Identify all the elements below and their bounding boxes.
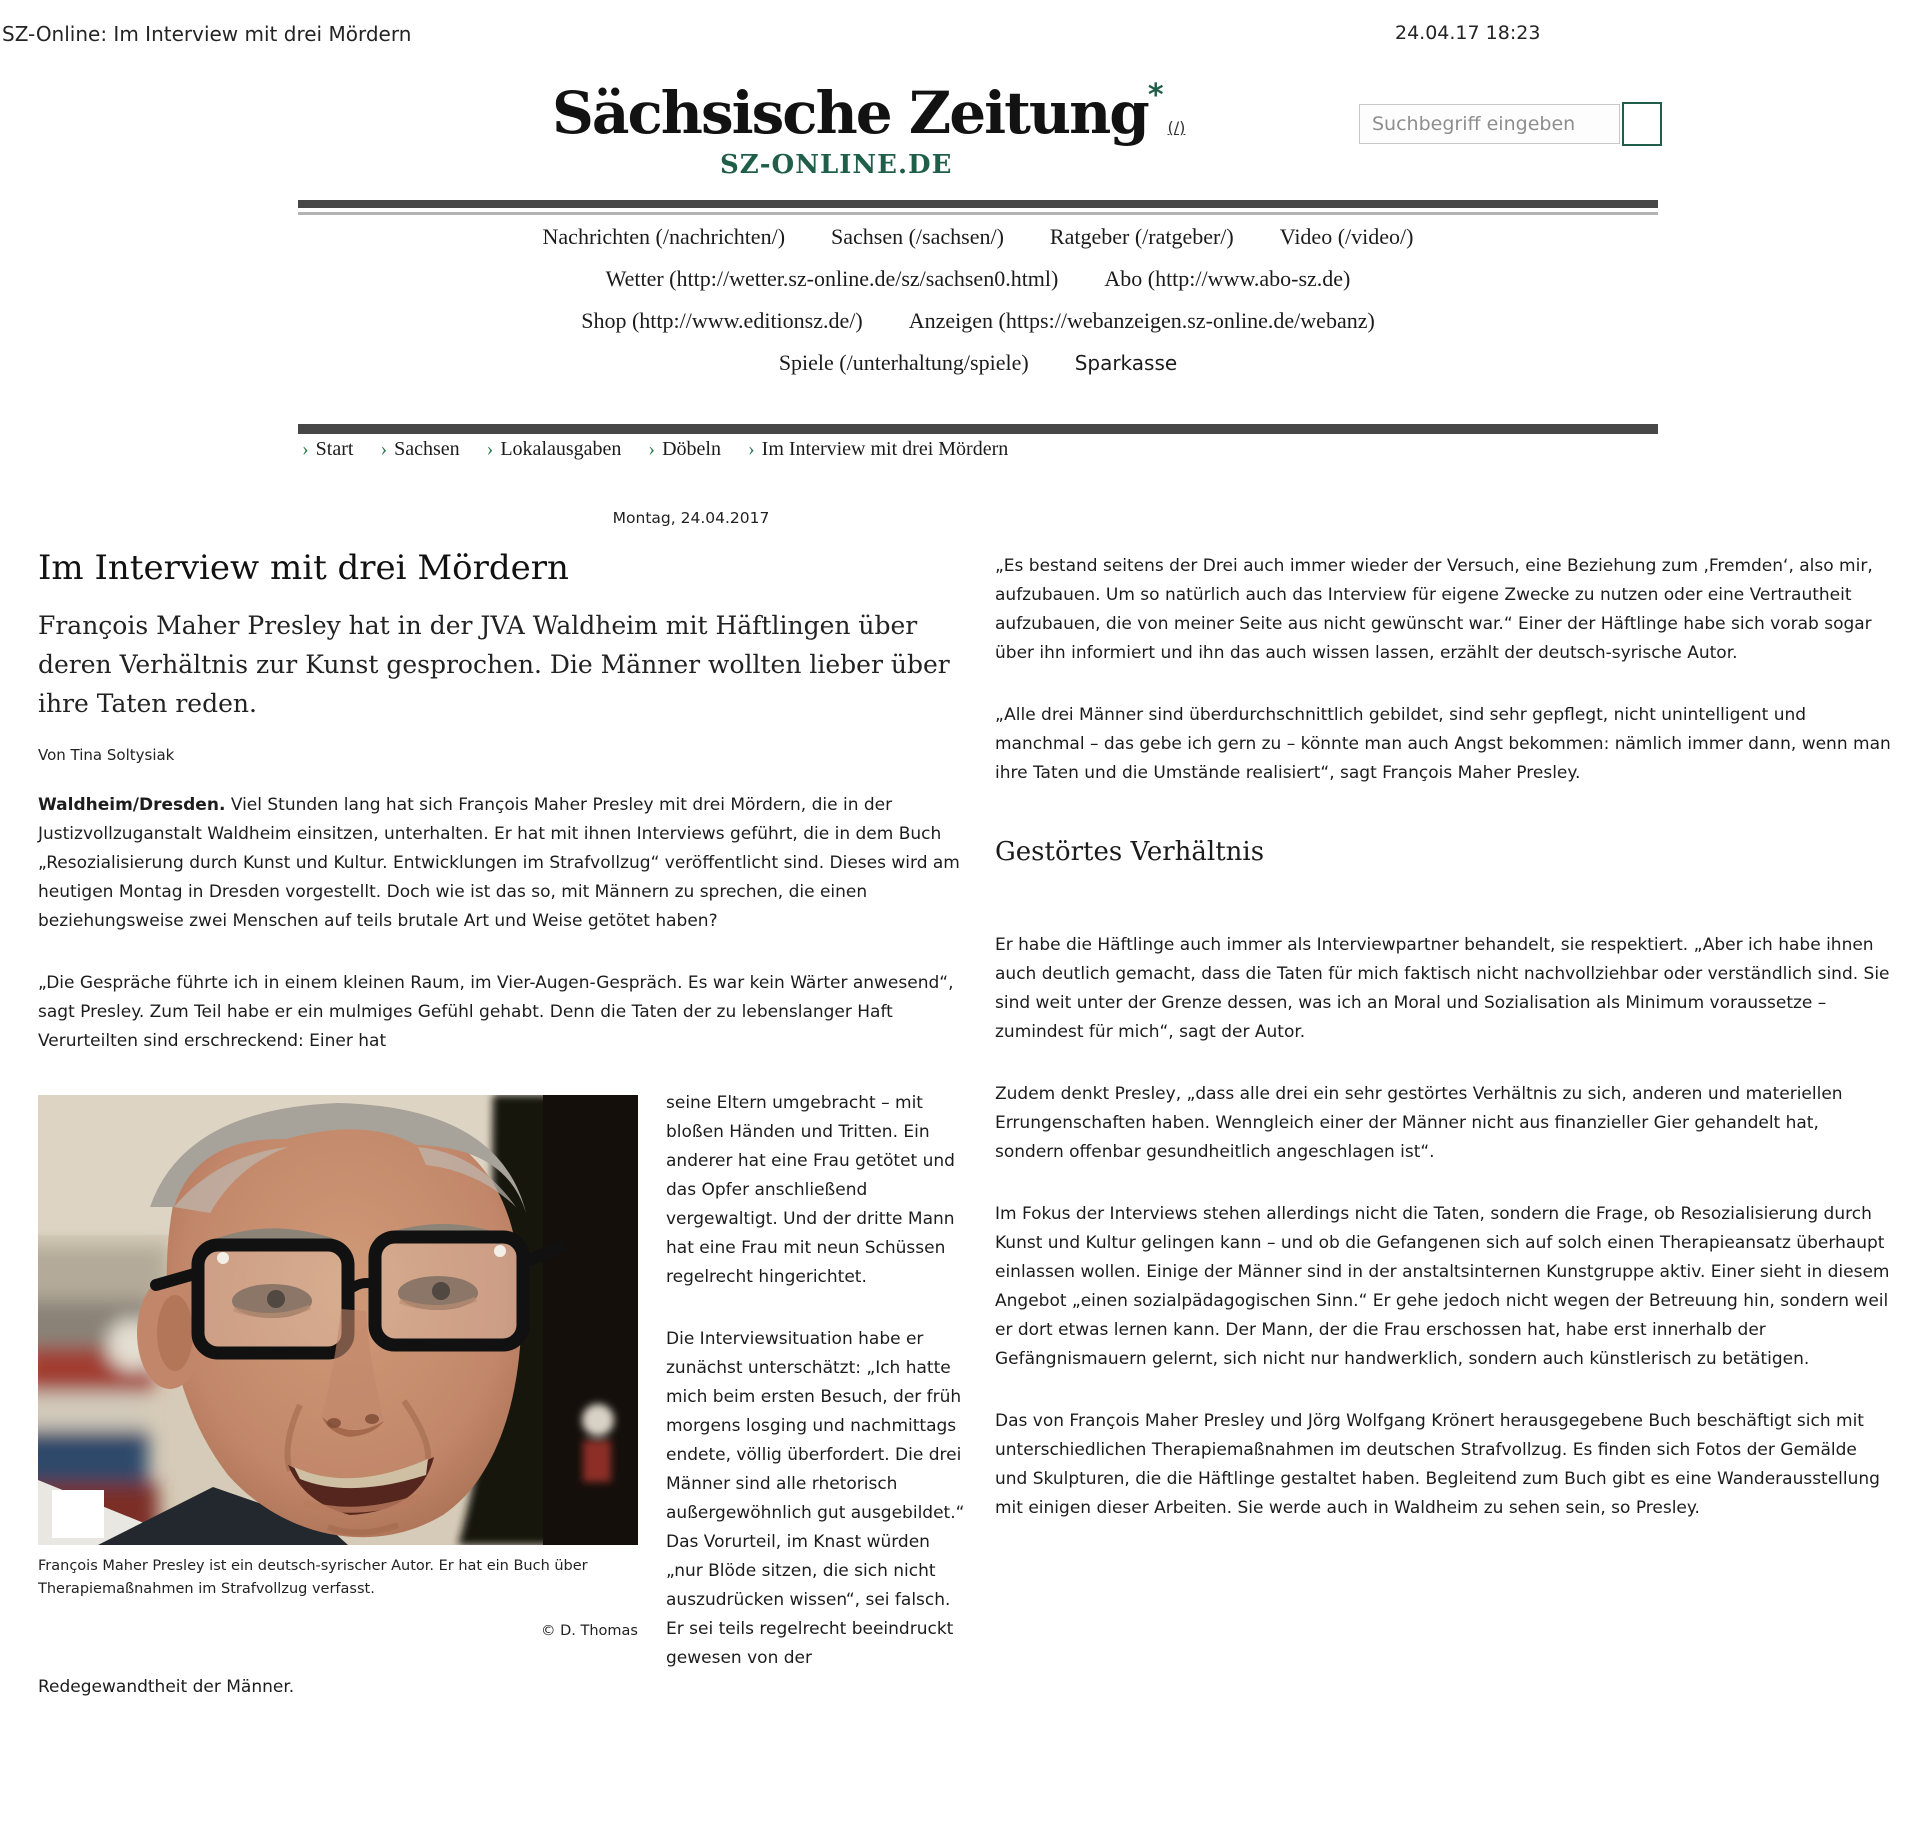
breadcrumb bbox=[302, 438, 1008, 461]
article-subtitle: François Maher Presley hat in der JVA Waldheim mit Häftlingen über deren Verhältnis zur Kunst gesprochen. Die Männer wollten lieber über ihre Taten reden. bbox=[38, 611, 950, 718]
paragraph: Im Fokus der Interviews stehen allerdings nicht die Taten, sondern die Frage, ob Resozialisierung durch Kunst und Kultur gelingen kann – und ob die Gefangenen sich auf solch einen Therapieansatz überhaupt einlassen wollen. Einige der Männer sind in der anstaltsinternen Kunstgruppe aktiv. Einer sieht in diesem Angebot „einen sozialpädagogischen Sinn.“ Er gehe jedoch nicht wegen der Betreuung hin, sondern weil er dort etwas lernen kann. Der Mann, der die Frau erschossen hat, habe erst innerhalb der Gefängnismauern gelernt, sich nicht nur handwerklich, sondern auch künstlerisch zu betätigen. bbox=[995, 1204, 1890, 1369]
breadcrumb-item-sachsen[interactable]: › Sachsen bbox=[380, 438, 460, 460]
nav-item-ratgeber[interactable]: Ratgeber (/ratgeber/) bbox=[1049, 224, 1234, 249]
masthead-logo[interactable] bbox=[552, 78, 1185, 147]
logo-home-link[interactable]: (/) bbox=[1167, 118, 1186, 137]
article-photo bbox=[38, 1095, 638, 1545]
paragraph: „Es bestand seitens der Drei auch immer wieder der Versuch, eine Beziehung zum ‚Fremden‘, also mir, aufzubauen. Um so natürlich auch das Interview für eigene Zwecke zu nutzen oder eine Vertrautheit aufzubauen, die von meiner Seite aus nicht gewünscht war.“ Einer der Häftlinge habe sich vorab sogar über ihn informiert und ihn das auch wissen lassen, erzählt der deutsch-syrische Autor. bbox=[995, 556, 1873, 663]
paragraph: Zudem denkt Presley, „dass alle drei ein sehr gestörtes Verhältnis zu sich, anderen und materiellen Errungenschaften haben. Wenngleich einer der Männer nicht aus finanzieller Gier gehandelt hat, sondern offenbar gesundheitlich angeschlagen ist“. bbox=[995, 1084, 1843, 1162]
nav-row-2 bbox=[298, 266, 1658, 292]
page-title: Im Interview mit drei Mördern bbox=[38, 548, 569, 588]
nav-item-shop[interactable]: Shop (http://www.editionsz.de/) bbox=[581, 308, 863, 333]
article-byline: Von Tina Soltysiak bbox=[38, 746, 175, 764]
search-button[interactable] bbox=[1622, 102, 1662, 146]
header-rule-thin bbox=[298, 212, 1658, 215]
chevron-right-icon: › bbox=[380, 438, 388, 460]
breadcrumb-item-lokalausgaben[interactable]: › Lokalausgaben bbox=[486, 438, 622, 460]
search-input[interactable] bbox=[1359, 104, 1620, 144]
nav-row-1 bbox=[298, 224, 1658, 250]
chevron-right-icon: › bbox=[747, 438, 755, 460]
header-rule-thick bbox=[298, 200, 1658, 208]
article-body-left bbox=[38, 791, 966, 1702]
print-page-title: SZ-Online: Im Interview mit drei Mördern bbox=[2, 22, 412, 46]
nav-item-sparkasse[interactable]: Sparkasse bbox=[1074, 351, 1178, 375]
paragraph: Er habe die Häftlinge auch immer als Interviewpartner behandelt, sie respektiert. „Aber ich habe ihnen auch deutlich gemacht, dass die Taten für mich faktisch nicht nachvollziehbar oder verständlich sind. Sie sind weit unter der Grenze dessen, was ich an Moral und Sozialisation als Minimum voraussetze – zumindest für mich“, sagt der Autor. bbox=[995, 935, 1890, 1042]
site-label: SZ-ONLINE.DE bbox=[720, 150, 953, 180]
chevron-right-icon: › bbox=[648, 438, 656, 460]
nav-item-anzeigen[interactable]: Anzeigen (https://webanzeigen.sz-online.de/webanz) bbox=[908, 308, 1375, 333]
nav-item-wetter[interactable]: Wetter (http://wetter.sz-online.de/sz/sachsen0.html) bbox=[605, 266, 1059, 291]
breadcrumb-item-current: › Im Interview mit drei Mördern bbox=[747, 438, 1009, 460]
nav-row-4 bbox=[298, 350, 1658, 376]
print-timestamp: 24.04.17 18:23 bbox=[1395, 22, 1541, 44]
dateline: Waldheim/Dresden. bbox=[38, 795, 226, 815]
breadcrumb-item-start[interactable]: › Start bbox=[302, 438, 354, 460]
article-date: Montag, 24.04.2017 bbox=[612, 509, 770, 527]
article-figure bbox=[38, 1095, 638, 1646]
paragraph bbox=[38, 791, 966, 936]
logo-wordmark: Sächsische Zeitung bbox=[552, 79, 1148, 147]
photo-caption: François Maher Presley ist ein deutsch-syrischer Autor. Er hat ein Buch über Therapiemaßnahmen im Strafvollzug verfasst. bbox=[38, 1558, 588, 1597]
nav-item-sachsen[interactable]: Sachsen (/sachsen/) bbox=[831, 224, 1004, 249]
photo-watermark-box bbox=[52, 1490, 104, 1538]
nav-item-abo[interactable]: Abo (http://www.abo-sz.de) bbox=[1104, 266, 1351, 291]
paragraph: „Alle drei Männer sind überdurchschnittlich gebildet, sind sehr gepflegt, nicht unintelligent und manchmal – das gebe ich gern zu – könnte man auch Angst bekommen: nämlich immer dann, wenn man ihre Taten und die Umstände realisiert“, sagt François Maher Presley. bbox=[995, 705, 1891, 783]
article-left-column bbox=[38, 546, 966, 1735]
logo-asterisk-icon: * bbox=[1147, 78, 1164, 113]
nav-item-spiele[interactable]: Spiele (/unterhaltung/spiele) bbox=[778, 350, 1029, 375]
main-nav bbox=[298, 224, 1658, 392]
chevron-right-icon: › bbox=[302, 438, 309, 460]
article-right-column bbox=[995, 552, 1892, 1556]
chevron-right-icon: › bbox=[486, 438, 494, 460]
photo-credit: © D. Thomas bbox=[541, 1623, 638, 1639]
nav-row-3 bbox=[298, 308, 1658, 334]
nav-item-nachrichten[interactable]: Nachrichten (/nachrichten/) bbox=[542, 224, 786, 249]
breadcrumb-item-doebeln[interactable]: › Döbeln bbox=[648, 438, 721, 460]
paragraph: „Die Gespräche führte ich in einem kleinen Raum, im Vier-Augen-Gespräch. Es war kein Wärter anwesend“, sagt Presley. Zum Teil habe er ein mulmiges Gefühl gehabt. Denn die Taten der zu lebenslanger Haft Verurteilten sind erschreckend: Einer hat bbox=[38, 973, 954, 1051]
nav-rule-bottom bbox=[298, 424, 1658, 434]
section-heading: Gestörtes Verhältnis bbox=[995, 837, 1265, 867]
paragraph-text: Viel Stunden lang hat sich François Maher Presley mit drei Mördern, die in der Justizvollzuganstalt Waldheim einsitzen, unterhalten. Er hat mit ihnen Interviews geführt, die in dem Buch „Resozialisierung durch Kunst und Kultur. Entwicklungen im Strafvollzug“ veröffentlicht sind. Dieses wird am heutigen Montag in Dresden vorgestellt. Doch wie ist das so, mit Männern zu sprechen, die einen beziehungsweise zwei Menschen auf teils brutale Art und Weise getötet haben? bbox=[38, 795, 960, 931]
paragraph: seine Eltern umgebracht – mit bloßen Händen und Tritten. Ein anderer hat eine Frau getötet und das Opfer anschließend vergewaltigt. Und der dritte Mann hat eine Frau mit neun Schüssen regelrecht hingerichtet. bbox=[666, 1093, 955, 1287]
paragraph: Die Interviewsituation habe er zunächst unterschätzt: „Ich hatte mich beim ersten Besuch, der früh morgens losging und nachmittags endete, völlig überfordert. Die drei Männer sind alle rhetorisch außergewöhnlich gut ausgebildet.“ Das Vorurteil, im Knast würden „nur Blöde sitzen, die sich nicht auszudrücken wissen“, sei falsch. Er sei teils regelrecht beeindruckt gewesen von der Redegewandtheit der Männer. bbox=[38, 1329, 965, 1697]
paragraph: Das von François Maher Presley und Jörg Wolfgang Krönert herausgegebene Buch beschäftigt sich mit unterschiedlichen Therapiemaßnahmen im deutschen Strafvollzug. Es finden sich Fotos der Gemälde und Skulpturen, die die Häftlinge gestaltet haben. Begleitend zum Buch gibt es eine Wanderausstellung mit einigen dieser Arbeiten. Sie werde auch in Waldheim zu sehen sein, so Presley. bbox=[995, 1411, 1880, 1518]
nav-item-video[interactable]: Video (/video/) bbox=[1279, 224, 1414, 249]
